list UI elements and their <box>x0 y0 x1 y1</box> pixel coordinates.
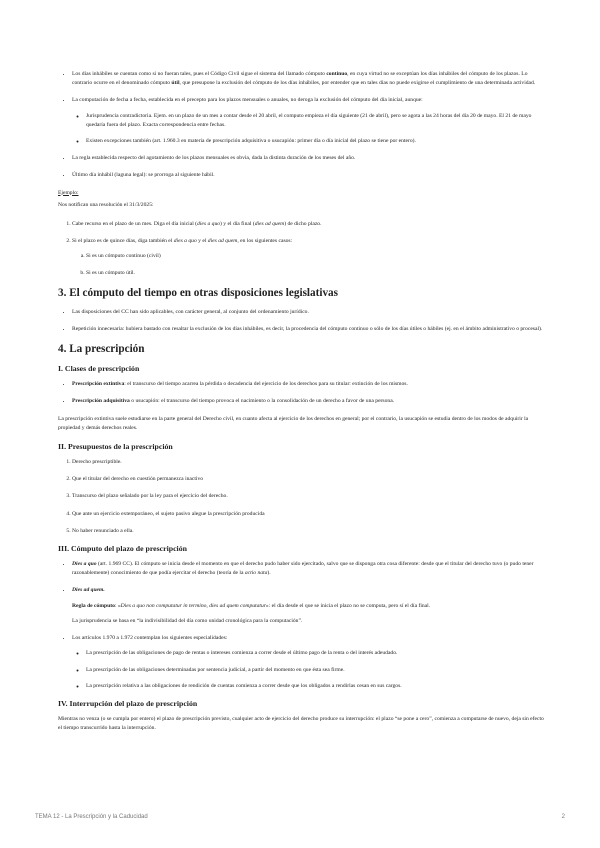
subsection-1-list <box>58 380 544 406</box>
list-item: ◦ Jurisprudencia contradictoria. Ejem. en un plazo de un mes a contar desde el 20 abril, el computo empieza el día siguiente (21 de abril), pero se agota a las 24 horas del día 20 de mayo. El 21 de mayo quedaría fuera del plazo. Exacta correspondencia entre fechas. <box>86 112 544 130</box>
list-item: ◦ La prescripción de las obligaciones de pago de rentas o intereses comienza a correr desde el último pago de la renta o del interés adeudado. <box>86 649 544 658</box>
list-item: • Los artículos 1.970 a 1.972 contemplan los siguientes especialidades: ◦ La prescripción de las obligaciones de pago de rentas o intereses comienza a correr desde el último pago de la renta o del interés adeudado. ◦ La prescripción de las obligaciones determinadas por sentencia judicial, a partir del momento en que ésta sea firme. ◦ La prescripción relativa a las obligaciones de rendición de cuentas comienza a correr desde que los obligados a rendirlas cesan en sus cargos. <box>72 634 544 691</box>
list-item: • Prescripción adquisitiva o usucapión: el transcurso del tiempo provoca el nacimiento o la consolidación de un derecho a favor de una persona. <box>72 397 544 406</box>
list-item: • Las disposiciones del CC han sido aplicables, con carácter general, al conjunto del ordenamiento jurídico. <box>72 308 544 317</box>
list-item: • Prescripción extintiva: el transcurso del tiempo acarrea la pérdida o decadencia del ejercicio de los derechos para su titular: extinción de los mismos. <box>72 380 544 389</box>
regla-computo: Regla de cómputo: «Dies a quo non computatur in termino, dies ad quem computatur»: el día desde el que se inicia el plazo no se computa, pero sí el día final. <box>72 602 431 609</box>
list-item: • Último día inhábil (laguna legal): se prorroga al siguiente hábil. <box>72 171 544 180</box>
page-footer <box>35 814 565 820</box>
list-item: • La regla establecida respecto del agotamiento de los plazos mensuales es obvia, dada la distinta duración de los meses del año. <box>72 154 544 163</box>
sub-bullet-list <box>72 112 544 147</box>
list-item: ◦ La prescripción de las obligaciones determinadas por sentencia judicial, a partir del momento en que ésta sea firme. <box>86 666 544 675</box>
section-3-heading: 3. El cómputo del tiempo en otras disposiciones legislativas <box>58 286 339 299</box>
top-bullet-list <box>58 70 544 181</box>
list-item: b. Si es un cómputo útil. <box>86 269 544 278</box>
subsection-4-paragraph: Mientras no venza (o se cumpla por entero) el plazo de prescripción previsto, cualquier acto de ejercicio del derecho produce su interrupción: el plazo “se pone a cero”, comienza a computarse de nuevo, deja sin efecto el tiempo transcurrido hasta la interrupción. <box>58 715 544 732</box>
list-item: • Dies ad quem. Regla de cómputo: «Dies a quo non computatur in termino, dies ad quem computatur»: el día desde el que se inicia el plazo no se computa, pero sí el día final. La jurisprudencia se basa en “la indivisibilidad del día como unidad cronológica para la computación”. <box>72 586 544 626</box>
list-item: 5. No haber renunciado a ella. <box>72 527 544 536</box>
subsection-4-heading: IV. Interrupción del plazo de prescripción <box>58 698 198 708</box>
section-4-heading: 4. La prescripción <box>58 343 145 356</box>
list-item: 2. Si el plazo es de quince días, diga también el dies a quo y el dies ad quem, en los siguientes casos: a. Si es un cómputo continuo (civil) b. Si es un cómputo útil. <box>72 237 544 278</box>
subsection-1-paragraph: La prescripción extintiva suele estudiarse en la parte general del Derecho civil, en cuanto afecta al ejercicio de los derechos en general; por el contrario, la usucapión se estudia dentro de los modos de adquirir la propiedad y demás derechos reales. <box>58 415 529 431</box>
subsection-3-heading: III. Cómputo del plazo de prescripción <box>58 544 187 554</box>
example-intro: Nos notifican una resolución el 31/3/2025: <box>58 201 154 208</box>
example-label: Ejemplo: <box>58 189 79 196</box>
list-item: 4. Que ante un ejercicio extemporáneo, el sujeto pasivo alegue la prescripción producida <box>72 510 544 519</box>
specialties-list <box>72 649 544 691</box>
list-item: • Los días inhábiles se cuentan como si no fueran tales, pues el Código Civil sigue el sistema del llamado cómputo continuo, en cuya virtud no se exceptúan los días inhábiles del cómputo de los plazos. Lo contrario ocurre en el denominado cómputo útil, que presupone la exclusión del cómputo de los días inhábiles, por entender que en tales días no puede exigirse el cumplimiento de una determinada actividad. <box>72 70 544 88</box>
list-item: 2. Que el titular del derecho en cuestión permanezca inactivo <box>72 475 544 484</box>
footer-title: TEMA 12 - La Prescripción y la Caducidad <box>35 814 148 820</box>
page-number: 2 <box>561 814 565 820</box>
jurisprudencia-note: La jurisprudencia se basa en “la indivisibilidad del día como unidad cronológica para la computación”. <box>72 617 303 624</box>
example-list <box>58 220 544 278</box>
section-3-list <box>58 308 544 334</box>
list-item: ◦ La prescripción relativa a las obligaciones de rendición de cuentas comienza a correr desde que los obligados a rendirlas cesan en sus cargos. <box>86 682 544 691</box>
subsection-2-list <box>58 458 544 536</box>
list-item: a. Si es un cómputo continuo (civil) <box>86 252 544 261</box>
subsection-1-heading: I. Clases de prescripción <box>58 364 140 374</box>
document-page <box>58 70 544 742</box>
list-item: • La computación de fecha a fecha, establecida en el precepto para los plazos mensuales o anuales, no deroga la exclusión del cómputo del día inicial, aunque: ◦ Jurisprudencia contradictoria. Ejem. en un plazo de un mes a contar desde el 20 abril, el computo empieza el día siguiente (21 de abril), pero se agota a las 24 horas del día 20 de mayo. El 21 de mayo quedaría fuera del plazo. Exacta correspondencia entre fechas. ◦ Existen excepciones también (art. 1.960.3 en materia de prescripción adquisitiva o usucapión: primer día o día inicial del plazo se tiene por entero). <box>72 96 544 146</box>
list-item: 3. Transcurso del plazo señalado por la ley para el ejercicio del derecho. <box>72 492 544 501</box>
subsection-2-heading: II. Presupuestos de la prescripción <box>58 442 173 452</box>
list-item: 1. Derecho prescriptible. <box>72 458 544 467</box>
list-item: • Dies a quo (art. 1.969 CC). El cómputo se inicia desde el momento en que el derecho pudo haber sido ejercitado, salvo que se disponga otra cosa diferente: desde que el titular del derecho tuvo (o pudo tener razonablemente) conocimiento de que podía ejercitar el derecho (teoría de la actio nata). <box>72 560 544 578</box>
list-item: 1. Cabe recurso en el plazo de un mes. Diga el día inicial (dies a quo) y el día final (dies ad quem) de dicho plazo. <box>72 220 544 229</box>
list-item: ◦ Existen excepciones también (art. 1.960.3 en materia de prescripción adquisitiva o usucapión: primer día o día inicial del plazo se tiene por entero). <box>86 137 544 146</box>
list-item: • Repetición innecesaria: hubiera bastado con resaltar la exclusión de los días inhábiles, es decir, la procedencia del cómputo continuo o sólo de los días útiles o hábiles (ej. en el ámbito administrativo o procesal). <box>72 325 544 334</box>
subsection-3-list <box>58 560 544 691</box>
example-sublist <box>72 252 544 277</box>
